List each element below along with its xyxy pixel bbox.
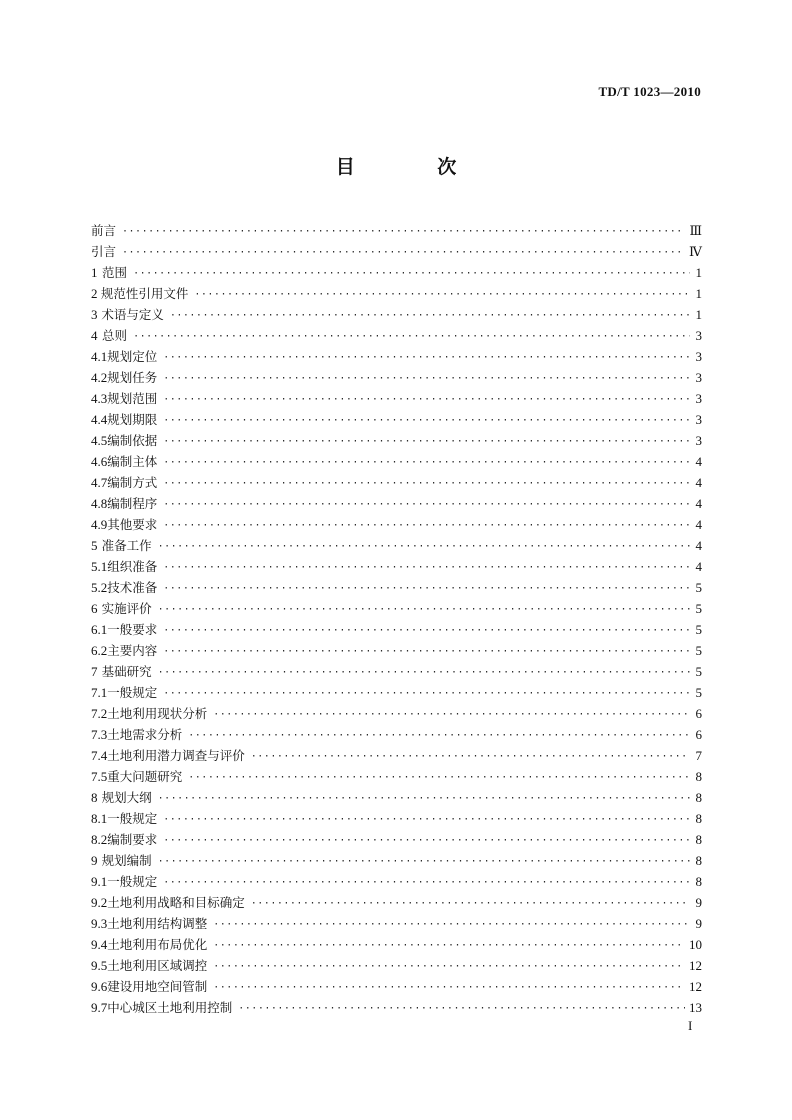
toc-entry[interactable] [91,598,702,619]
toc-entry[interactable] [91,976,702,997]
toc-dot-leader [163,809,690,830]
toc-entry-page: 8 [695,853,702,868]
toc-entry-number: 9.2 [91,895,108,910]
toc-entry-label: 一般规定 [107,685,158,700]
toc-entry-number: 6 [91,601,98,616]
toc-entry-number: 8.1 [91,811,108,826]
toc-entry-label: 规划定位 [107,349,158,364]
toc-dot-leader [158,662,690,683]
toc-entry-page: 9 [695,895,702,910]
toc-entry[interactable] [91,619,702,640]
toc-entry[interactable] [91,934,702,955]
toc-dot-leader [163,830,690,851]
toc-entry-number: 9.3 [91,916,108,931]
toc-dot-leader [163,683,690,704]
toc-entry-number: 9.1 [91,874,108,889]
toc-entry[interactable] [91,913,702,934]
toc-dot-leader [163,494,690,515]
toc-entry-number: 4.5 [91,433,108,448]
toc-dot-leader [163,431,690,452]
toc-entry-label: 主要内容 [107,643,158,658]
toc-entry[interactable] [91,325,702,346]
toc-entry-number: 4.7 [91,475,108,490]
standard-code: TD/T 1023—2010 [598,84,701,99]
toc-dot-leader [163,557,690,578]
toc-dot-leader [158,851,690,872]
toc-entry-label: 土地利用布局优化 [107,937,208,952]
toc-entry-label: 土地利用战略和目标确定 [107,895,245,910]
toc-dot-leader [122,221,685,242]
toc-entry[interactable] [91,451,702,472]
toc-entry-label: 实施评价 [101,601,152,616]
toc-entry-page: 5 [695,580,702,595]
toc-entry-page: 8 [695,811,702,826]
toc-entry-number: 4.1 [91,349,108,364]
toc-entry[interactable] [91,409,702,430]
toc-entry-page: 4 [695,475,702,490]
toc-entry[interactable] [91,220,702,241]
toc-entry-page: 5 [695,664,702,679]
toc-entry-label: 引言 [91,244,117,259]
toc-entry-page: 9 [695,916,702,931]
toc-entry[interactable] [91,682,702,703]
toc-entry-page: 6 [695,727,702,742]
toc-dot-leader [158,788,690,809]
toc-entry[interactable] [91,346,702,367]
toc-entry-page: 5 [695,601,702,616]
toc-entry-number: 5.1 [91,559,108,574]
toc-entry-number: 9 [91,853,98,868]
toc-entry-label: 土地利用现状分析 [107,706,208,721]
toc-entry-page: 7 [695,748,702,763]
toc-entry-label: 术语与定义 [101,307,164,322]
toc-entry-label: 其他要求 [107,517,158,532]
toc-entry[interactable] [91,850,702,871]
toc-entry[interactable] [91,388,702,409]
toc-entry[interactable] [91,514,702,535]
toc-entry[interactable] [91,283,702,304]
toc-entry-label: 规划任务 [107,370,158,385]
toc-entry-number: 6.2 [91,643,108,658]
toc-entry[interactable] [91,430,702,451]
toc-entry-label: 编制依据 [107,433,158,448]
toc-entry[interactable] [91,955,702,976]
toc-dot-leader [163,389,690,410]
toc-dot-leader [213,977,685,998]
toc-entry-page: 3 [695,391,702,406]
toc-entry-label: 编制方式 [107,475,158,490]
toc-entry[interactable] [91,997,702,1018]
toc-entry-page: 5 [695,643,702,658]
toc-dot-leader [238,998,685,1019]
toc-entry[interactable] [91,367,702,388]
toc-entry-page: 12 [689,958,702,973]
toc-entry-number: 9.4 [91,937,108,952]
toc-dot-leader [163,473,690,494]
toc-entry-label: 准备工作 [101,538,152,553]
toc-entry-number: 9.7 [91,1000,108,1015]
toc-entry-number: 4 [91,328,98,343]
toc-dot-leader [163,410,690,431]
toc-entry-label: 土地利用潜力调查与评价 [107,748,245,763]
toc-entry-number: 7.2 [91,706,108,721]
toc-entry[interactable] [91,829,702,850]
toc-dot-leader [163,872,690,893]
toc-entry-page: 5 [695,622,702,637]
toc-entry-number: 4.2 [91,370,108,385]
toc-entry-number: 9.5 [91,958,108,973]
toc-entry-page: 12 [689,979,702,994]
toc-entry-number: 1 [91,265,98,280]
toc-entry[interactable] [91,304,702,325]
toc-entry-page: 4 [695,496,702,511]
toc-entry[interactable] [91,724,702,745]
toc-entry-page: 8 [695,790,702,805]
toc-entry-label: 编制主体 [107,454,158,469]
toc-entry-label: 中心城区土地利用控制 [107,1000,233,1015]
toc-dot-leader [133,263,690,284]
toc-dot-leader [163,515,690,536]
toc-entry-page: 3 [695,328,702,343]
toc-dot-leader [251,746,690,767]
toc-dot-leader [170,305,690,326]
toc-entry-page: 8 [695,874,702,889]
toc-entry-number: 2 [91,286,98,301]
toc-entry[interactable] [91,745,702,766]
toc-entry-number: 4.8 [91,496,108,511]
toc-entry-page: 1 [695,286,702,301]
toc-entry-number: 7.5 [91,769,108,784]
toc-entry-label: 规划大纲 [101,790,152,805]
toc-entry-page: 5 [695,685,702,700]
toc-dot-leader [213,956,685,977]
toc-entry-page: 1 [695,307,702,322]
toc-entry-label: 前言 [91,223,117,238]
toc-entry-label: 土地利用结构调整 [107,916,208,931]
toc-dot-leader [213,914,690,935]
toc-dot-leader [163,620,690,641]
toc-entry-label: 规划范围 [107,391,158,406]
toc-dot-leader [158,599,690,620]
toc-entry-page: 8 [695,832,702,847]
toc-entry-page: 4 [695,454,702,469]
toc-entry-label: 规范性引用文件 [100,286,189,301]
toc-entry[interactable] [91,577,702,598]
toc-entry-label: 规划期限 [107,412,158,427]
toc-entry-label: 建设用地空间管制 [107,979,208,994]
toc-entry[interactable] [91,472,702,493]
toc-entry-number: 3 [91,307,98,322]
page-number: I [688,1018,693,1033]
toc-entry-label: 组织准备 [107,559,158,574]
toc-entry-page: 3 [695,433,702,448]
toc-entry-page: 3 [695,349,702,364]
toc-entry-number: 7.4 [91,748,108,763]
toc-entry-number: 9.6 [91,979,108,994]
toc-dot-leader [251,893,690,914]
toc-dot-leader [163,641,690,662]
toc-entry-number: 4.4 [91,412,108,427]
toc-entry-page: 4 [695,538,702,553]
toc-entry-page: 6 [695,706,702,721]
toc-entry-page: 3 [695,412,702,427]
toc-dot-leader [158,536,690,557]
toc-entry[interactable] [91,871,702,892]
toc-entry-number: 7.1 [91,685,108,700]
toc-dot-leader [163,368,690,389]
toc-entry-number: 6.1 [91,622,108,637]
toc-dot-leader [194,284,690,305]
toc-entry-page: 10 [689,937,702,952]
toc-dot-leader [163,347,690,368]
toc-entry-page: 4 [695,559,702,574]
toc-entry-label: 一般要求 [107,622,158,637]
toc-entry[interactable] [91,766,702,787]
toc-entry-label: 一般规定 [107,811,158,826]
toc-entry-page: 13 [689,1000,702,1015]
toc-entry-label: 范围 [102,265,128,280]
toc-dot-leader [188,725,690,746]
toc-entry-number: 4.3 [91,391,108,406]
toc-entry-page: 8 [695,769,702,784]
toc-entry-number: 5.2 [91,580,108,595]
toc-entry-label: 规划编制 [101,853,152,868]
toc-entry-page: Ⅲ [689,223,702,238]
toc-entry[interactable] [91,787,702,808]
toc-entry-page: 4 [695,517,702,532]
toc-entry-label: 土地利用区域调控 [107,958,208,973]
toc-entry-label: 一般规定 [107,874,158,889]
toc-dot-leader [163,452,690,473]
toc-entry-number: 8 [91,790,98,805]
toc-entry-label: 总则 [102,328,128,343]
toc-entry-label: 编制要求 [107,832,158,847]
toc-entry-number: 7.3 [91,727,108,742]
toc-entry[interactable] [91,556,702,577]
table-of-contents [91,220,702,1018]
toc-dot-leader [122,242,685,263]
toc-entry-label: 编制程序 [107,496,158,511]
toc-entry-number: 7 [91,664,98,679]
toc-entry-number: 5 [91,538,98,553]
toc-entry-page: Ⅳ [689,244,702,259]
toc-entry[interactable] [91,241,702,262]
toc-entry[interactable] [91,640,702,661]
toc-entry[interactable] [91,262,702,283]
toc-dot-leader [213,935,685,956]
toc-entry-label: 重大问题研究 [107,769,183,784]
toc-entry[interactable] [91,535,702,556]
toc-dot-leader [188,767,690,788]
toc-entry-number: 4.9 [91,517,108,532]
toc-entry-page: 1 [695,265,702,280]
toc-entry-number: 8.2 [91,832,108,847]
toc-entry-number: 4.6 [91,454,108,469]
toc-dot-leader [133,326,690,347]
toc-entry[interactable] [91,808,702,829]
toc-entry[interactable] [91,661,702,682]
toc-entry-label: 技术准备 [107,580,158,595]
toc-entry-label: 土地需求分析 [107,727,183,742]
toc-dot-leader [213,704,690,725]
toc-title: 目 次 [335,156,495,178]
toc-entry-label: 基础研究 [101,664,152,679]
toc-entry[interactable] [91,892,702,913]
toc-entry[interactable] [91,703,702,724]
toc-entry[interactable] [91,493,702,514]
toc-entry-page: 3 [695,370,702,385]
toc-dot-leader [163,578,690,599]
